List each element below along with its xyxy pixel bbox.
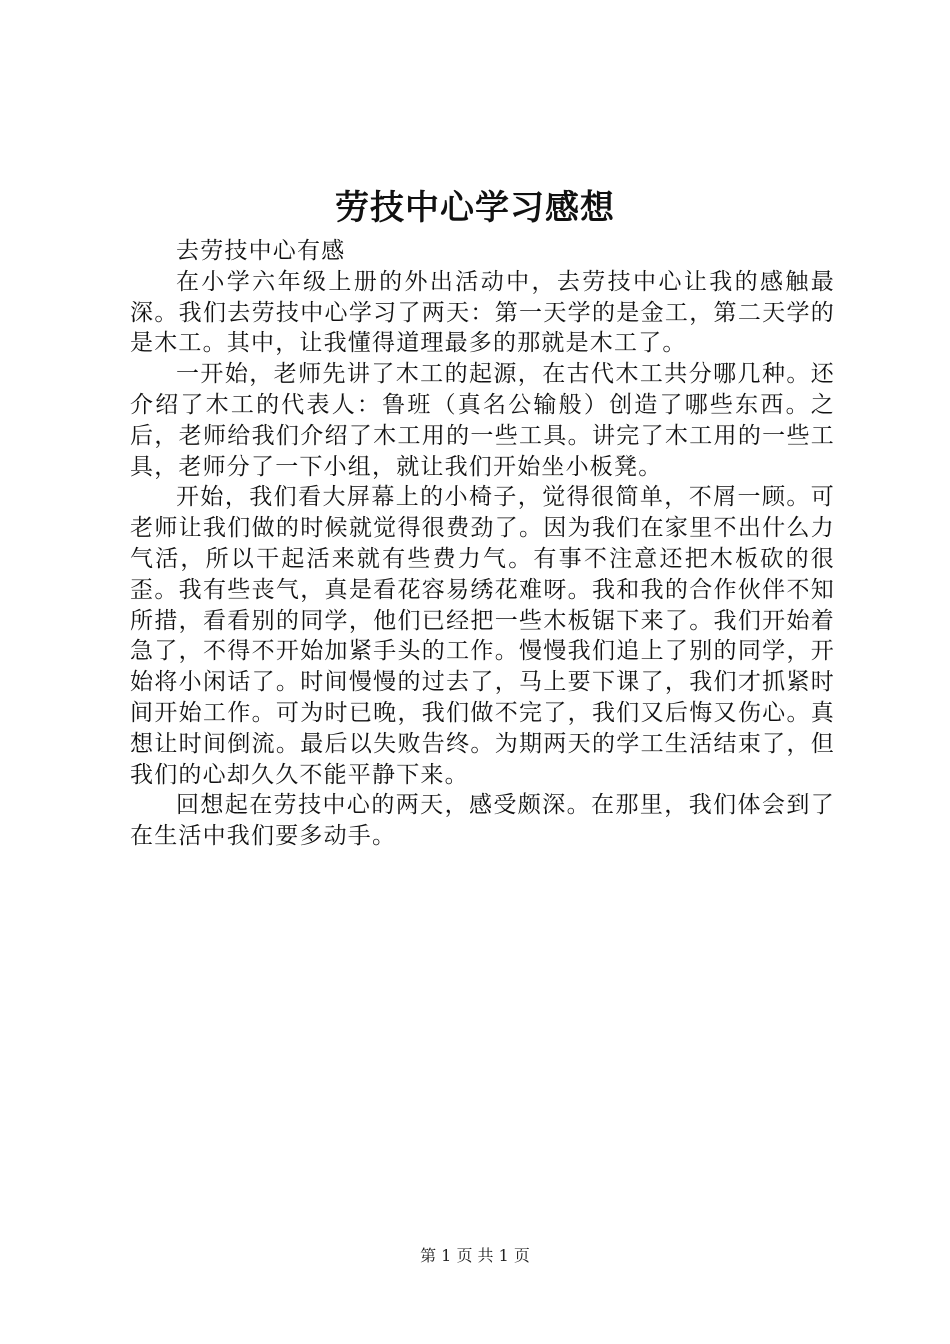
subtitle-paragraph: 去劳技中心有感	[176, 238, 346, 264]
body-paragraph-2: 一开始，老师先讲了木工的起源，在古代木工共分哪几种。还介绍了木工的代表人：鲁班（真名公输般）创造了哪些东西。之后，老师给我们介绍了木工用的一些工具。讲完了木工用的一些工具，老师分了一下小组，就让我们开始坐小板凳。	[130, 361, 835, 480]
document-title: 劳技中心学习感想	[335, 188, 615, 228]
body-paragraph-4: 回想起在劳技中心的两天，感受颇深。在那里，我们体会到了在生活中我们要多动手。	[130, 792, 835, 850]
body-paragraph-3: 开始，我们看大屏幕上的小椅子，觉得很简单，不屑一顾。可老师让我们做的时候就觉得很费劲了。因为我们在家里不出什么力气活，所以干起活来就有些费力气。有事不注意还把木板砍的很歪。我有些丧气，真是看花容易绣花难呀。我和我的合作伙伴不知所措，看看别的同学，他们已经把一些木板锯下来了。我们开始着急了，不得不开始加紧手头的工作。慢慢我们追上了别的同学，开始将小闲话了。时间慢慢的过去了，马上要下课了，我们才抓紧时间开始工作。可为时已晚，我们做不完了，我们又后悔又伤心。真想让时间倒流。最后以失败告终。为期两天的学工生活结束了，但我们的心却久久不能平静下来。	[130, 484, 835, 788]
body-paragraph-1: 在小学六年级上册的外出活动中，去劳技中心让我的感触最深。我们去劳技中心学习了两天：第一天学的是金工，第二天学的是木工。其中，让我懂得道理最多的那就是木工了。	[130, 268, 835, 357]
page-number-footer: 第 1 页 共 1 页	[420, 1246, 530, 1265]
document-body	[130, 236, 835, 852]
